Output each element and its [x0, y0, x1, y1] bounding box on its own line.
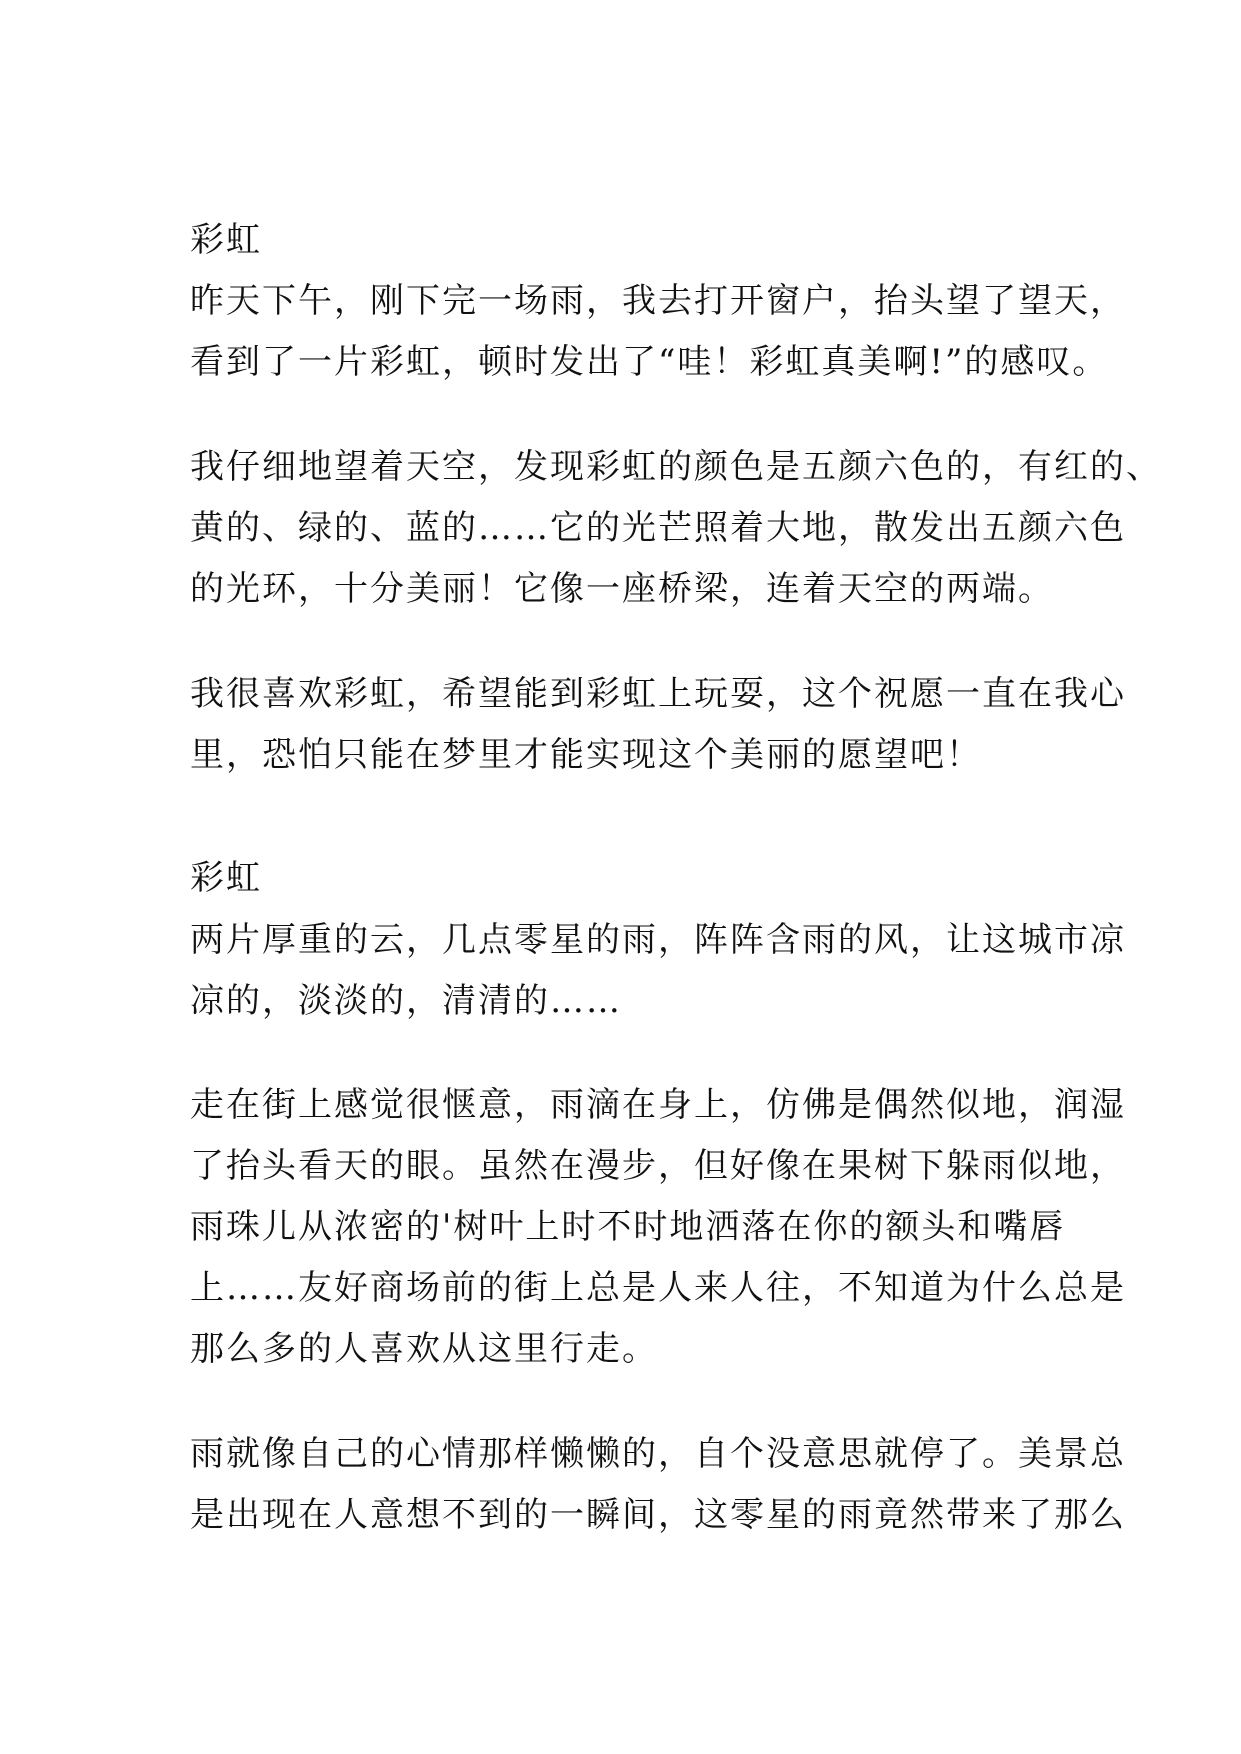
section1-paragraph-1: [190, 271, 1126, 393]
text-line: 我很喜欢彩虹，希望能到彩虹上玩耍，这个祝愿一直在我心: [190, 674, 1126, 714]
text-line: 那么多的人喜欢从这里行走。: [190, 1329, 658, 1369]
section1-paragraph-2: [190, 437, 1162, 620]
text-line: 的光环，十分美丽！它像一座桥梁，连着天空的两端。: [190, 569, 1054, 609]
text-line: 雨珠儿从浓密的'树叶上时不时地洒落在你的额头和嘴唇: [190, 1207, 1066, 1247]
text-line: 我仔细地望着天空，发现彩虹的颜色是五颜六色的，有红的、: [190, 447, 1162, 487]
section1-paragraph-3: [190, 664, 1126, 786]
text-line: 昨天下午，刚下完一场雨，我去打开窗户，抬头望了望天，: [190, 281, 1126, 321]
text-line: 两片厚重的云，几点零星的雨，阵阵含雨的风，让这城市凉: [190, 920, 1126, 960]
text-line: 了抬头看天的眼。虽然在漫步，但好像在果树下躲雨似地，: [190, 1146, 1126, 1186]
section1-title: 彩虹: [190, 220, 262, 260]
text-line: 是出现在人意想不到的一瞬间，这零星的雨竟然带来了那么: [190, 1495, 1126, 1535]
text-line: 上……友好商场前的街上总是人来人往，不知道为什么总是: [190, 1268, 1126, 1308]
section2-paragraph-3: [190, 1424, 1126, 1546]
text-line: 走在街上感觉很惬意，雨滴在身上，仿佛是偶然似地，润湿: [190, 1085, 1126, 1125]
text-line: 雨就像自己的心情那样懒懒的，自个没意思就停了。美景总: [190, 1434, 1126, 1474]
section1-title-block: [190, 210, 1070, 271]
text-line: 看到了一片彩虹，顿时发出了“哇！彩虹真美啊!”的感叹。: [190, 342, 1109, 382]
text-line: 黄的、绿的、蓝的……它的光芒照着大地，散发出五颜六色: [190, 508, 1126, 548]
text-line: 凉的，淡淡的，清清的……: [190, 981, 622, 1021]
section2-title-block: [190, 848, 1070, 909]
section2-paragraph-2: [190, 1075, 1126, 1380]
section2-paragraph-1: [190, 910, 1126, 1032]
text-line: 里，恐怕只能在梦里才能实现这个美丽的愿望吧！: [190, 735, 982, 775]
section2-title: 彩虹: [190, 858, 262, 898]
